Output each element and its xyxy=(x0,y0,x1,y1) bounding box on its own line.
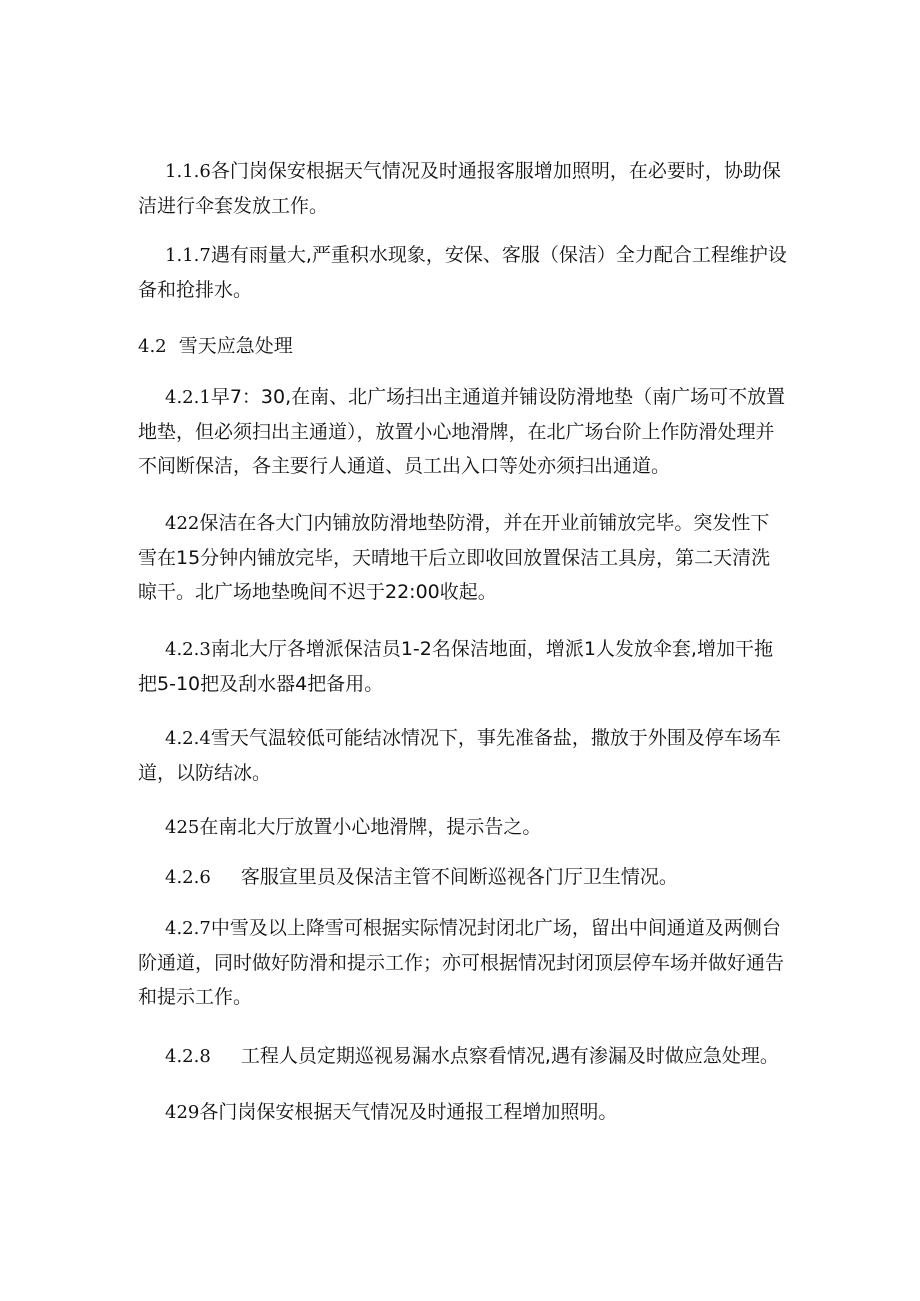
paragraph-4-2-1 xyxy=(138,380,788,483)
paragraph-4-2-8 xyxy=(138,1039,788,1074)
paragraph-text: 中雪及以上降雪可根据实际情况封闭北广场，留出中间通道及两侧台阶通道，同时做好防滑和提示工作；亦可根据情况封闭顶层停车场并做好通告和提示工作。 xyxy=(138,917,785,1008)
paragraph-4-2-3 xyxy=(138,632,788,701)
paragraph-text: 工程人员定期巡视易漏水点察看情况,遇有渗漏及时做应急处理。 xyxy=(240,1045,779,1067)
section-number: 425 xyxy=(165,817,200,838)
paragraph-text: 各门岗保安根据天气情况及时通报工程增加照明。 xyxy=(199,1101,618,1123)
paragraph-1-1-7 xyxy=(138,238,788,307)
paragraph-4-2-9 xyxy=(138,1095,788,1130)
paragraph-4-2-6 xyxy=(138,860,788,895)
paragraph-4-2-5 xyxy=(138,810,788,845)
paragraph-1-1-6 xyxy=(138,154,788,223)
section-number: 1.1.6 xyxy=(165,161,211,182)
section-number: 4.2.8 xyxy=(165,1046,211,1067)
section-number: 4.2.7 xyxy=(165,918,211,939)
section-number: 422 xyxy=(165,513,200,534)
section-number: 4.2 xyxy=(138,336,167,357)
paragraph-4-2-2 xyxy=(138,506,788,609)
section-number: 4.2.6 xyxy=(165,867,211,888)
paragraph-4-2-7 xyxy=(138,911,788,1014)
section-number: 4.2.4 xyxy=(165,728,211,749)
section-number: 1.1.7 xyxy=(165,245,211,266)
section-number: 429 xyxy=(165,1102,200,1123)
paragraph-text: 客服宣里员及保洁主管不间断巡视各门厅卫生情况。 xyxy=(240,866,678,888)
paragraph-text: 早7：30,在南、北广场扫出主通道并铺设防滑地垫（南广场可不放置地垫，但必须扫出主通道），放置小心地滑牌，在北广场台阶上作防滑处理并不间断保洁，各主要行人通道、员工出入口等处亦须扫出通道。 xyxy=(138,386,786,477)
paragraph-text: 各门岗保安根据天气情况及时通报客服增加照明，在必要时，协助保洁进行伞套发放工作。 xyxy=(138,160,781,217)
paragraph-text: 南北大厅各增派保洁员1-2名保洁地面，增派1人发放伞套,增加干拖把5-10把及刮水器4把备用。 xyxy=(138,638,773,695)
paragraph-text: 遇有雨量大,严重积水现象，安保、客服（保洁）全力配合工程维护设备和抢排水。 xyxy=(138,244,787,301)
paragraph-4-2-4 xyxy=(138,721,788,790)
paragraph-text: 保洁在各大门内铺放防滑地垫防滑，并在开业前铺放完毕。突发性下雪在15分钟内铺放完毕，天晴地干后立即收回放置保洁工具房，第二天清洗晾干。北广场地垫晚间不迟于22:00收起。 xyxy=(138,512,771,603)
section-title: 雪天应急处理 xyxy=(178,335,293,357)
section-heading-4-2 xyxy=(138,329,788,364)
section-number: 4.2.3 xyxy=(165,639,211,660)
paragraph-text: 雪天气温较低可能结冰情况下，事先准备盐，撒放于外围及停车场车道，以防结冰。 xyxy=(138,727,781,784)
section-number: 4.2.1 xyxy=(165,387,211,408)
paragraph-text: 在南北大厅放置小心地滑牌，提示告之。 xyxy=(199,816,542,838)
